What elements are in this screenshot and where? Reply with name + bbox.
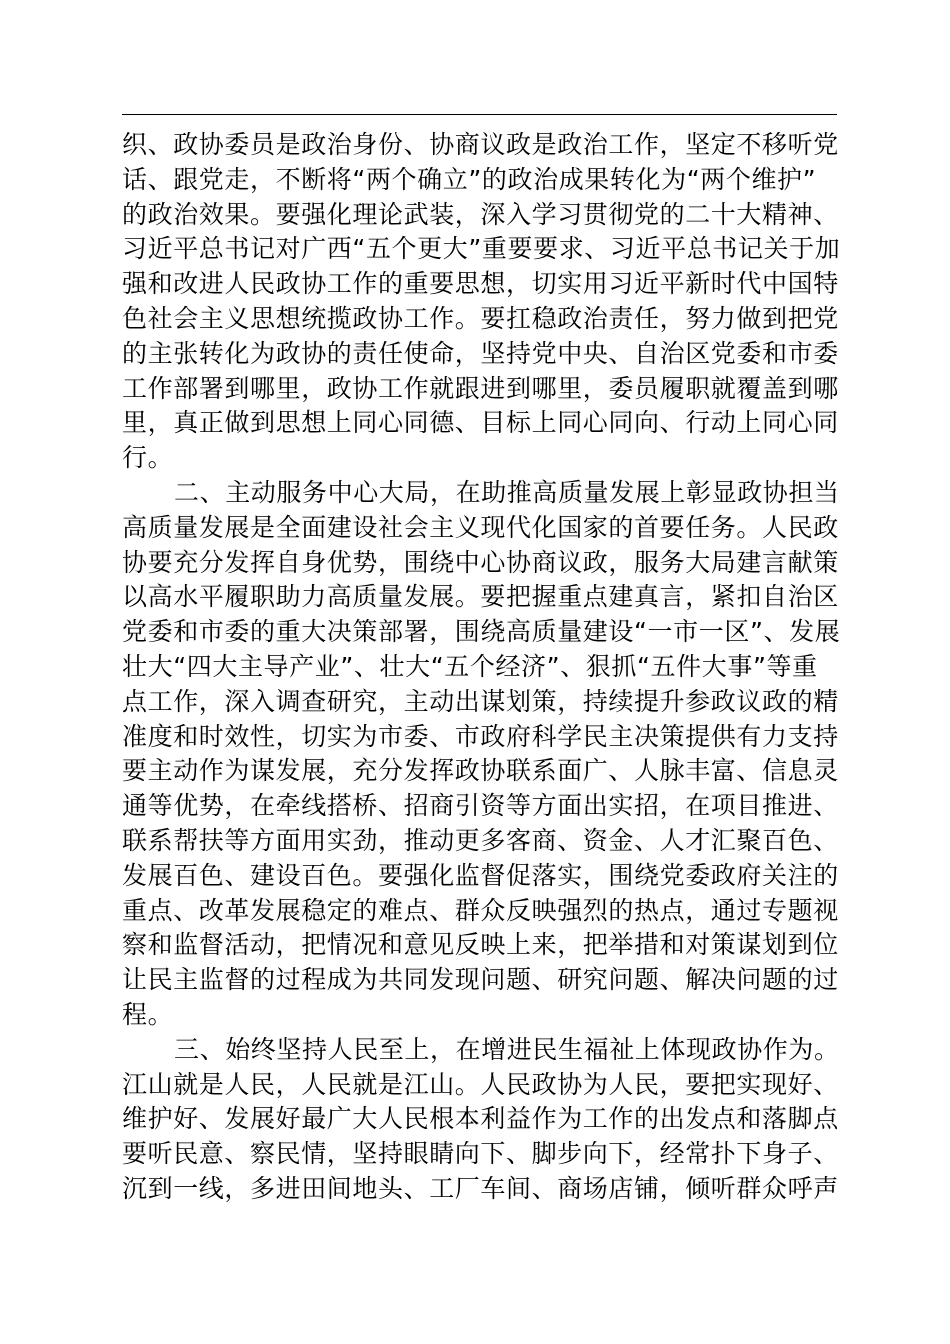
text-line: 要主动作为谋发展，充分发挥政协联系面广、人脉丰富、信息灵	[122, 756, 839, 786]
text-line: 织、政协委员是政治身份、协商议政是政治工作，坚定不移听党	[122, 130, 839, 159]
text-line: 高质量发展是全面建设社会主义现代化国家的首要任务。人民政	[122, 512, 839, 542]
text-line: 工作部署到哪里，政协工作就跟进到哪里，委员履职就覆盖到哪	[122, 373, 839, 403]
section-heading-3: 三、始终坚持人民至上，在增进民生福祉上体现政协作为。	[174, 1034, 840, 1064]
text-line: 以高水平履职助力高质量发展。要把握重点建真言，紧扣自治区	[122, 582, 839, 612]
text-line: 让民主监督的过程成为共同发现问题、研究问题、解决问题的过	[122, 965, 839, 995]
text-line: 党委和市委的重大决策部署，围绕高质量建设“一市一区”、发展	[122, 617, 841, 647]
text-line: 准度和时效性，切实为市委、市政府科学民主决策提供有力支持	[122, 721, 839, 751]
text-line: 发展百色、建设百色。要强化监督促落实，围绕党委政府关注的	[122, 860, 839, 890]
text-line: 江山就是人民，人民就是江山。人民政协为人民，要把实现好、	[122, 1069, 839, 1099]
body-text	[122, 128, 842, 1207]
text-line: 习近平总书记对广西“五个更大”重要要求、习近平总书记关于加	[122, 234, 841, 264]
section-heading-2: 二、主动服务中心大局，在助推高质量发展上彰显政协担当	[174, 477, 840, 507]
text-line: 里，真正做到思想上同心同德、目标上同心同向、行动上同心同	[122, 408, 839, 438]
text-line: 点工作，深入调查研究，主动出谋划策，持续提升参政议政的精	[122, 686, 839, 716]
header-rule	[122, 114, 837, 115]
text-line: 重点、改革发展稳定的难点、群众反映强烈的热点，通过专题视	[122, 895, 839, 925]
text-line: 维护好、发展好最广大人民根本利益作为工作的出发点和落脚点	[122, 1104, 839, 1134]
text-line: 程。	[122, 999, 174, 1029]
text-line: 通等优势，在牵线搭桥、招商引资等方面出实招，在项目推进、	[122, 791, 839, 821]
text-line: 行。	[122, 443, 174, 473]
text-line: 的政治效果。要强化理论武装，深入学习贯彻党的二十大精神、	[122, 199, 839, 229]
text-line: 察和监督活动，把情况和意见反映上来，把举措和对策谋划到位	[122, 930, 839, 960]
text-line: 壮大“四大主导产业”、壮大“五个经济”、狠抓“五件大事”等重	[122, 651, 818, 681]
text-line: 的主张转化为政协的责任使命，坚持党中央、自治区党委和市委	[122, 338, 839, 368]
text-line: 要听民意、察民情，坚持眼睛向下、脚步向下，经常扑下身子、	[122, 1139, 839, 1169]
text-line: 协要充分发挥自身优势，围绕中心协商议政，服务大局建言献策	[122, 547, 839, 577]
text-line: 联系帮扶等方面用实劲，推动更多客商、资金、人才汇聚百色、	[122, 825, 839, 855]
text-line: 强和改进人民政协工作的重要思想，切实用习近平新时代中国特	[122, 269, 839, 299]
text-line: 话、跟党走，不断将“两个确立”的政治成果转化为“两个维护”	[122, 164, 817, 194]
text-line: 沉到一线，多进田间地头、工厂车间、商场店铺，倾听群众呼声	[122, 1173, 839, 1203]
text-line: 色社会主义思想统揽政协工作。要扛稳政治责任，努力做到把党	[122, 303, 839, 333]
